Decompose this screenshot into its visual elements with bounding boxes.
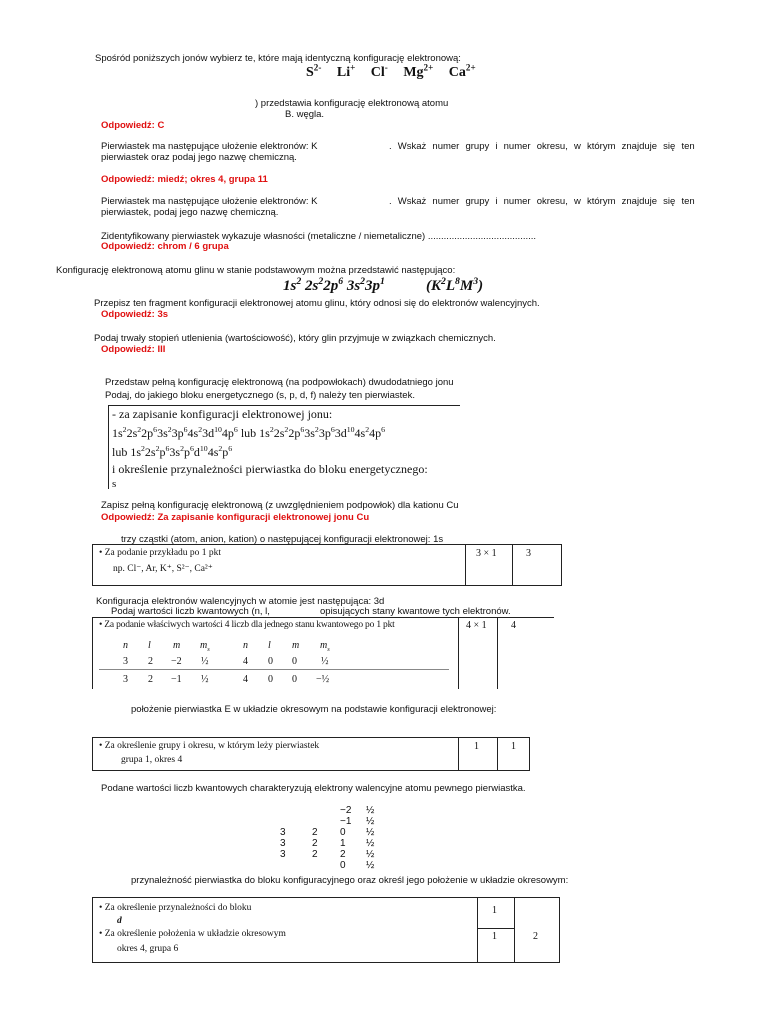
q11-value: 3: [280, 827, 286, 838]
q10-row2: grupa 1, okres 4: [121, 755, 183, 765]
q11-total: 2: [533, 931, 538, 942]
q8-col-divider-1: [465, 544, 466, 585]
q11-value: 2: [312, 827, 318, 838]
q9-r2-ms1: ½: [201, 674, 209, 685]
q3-line2: pierwiastek oraz podaj jego nazwę chemiczną.: [101, 152, 297, 163]
q6-line2: Podaj, do jakiego bloku energetycznego (s, p, d, f) należy ten pierwiastek.: [105, 390, 415, 401]
q9-table-top: [92, 617, 554, 618]
q11-line2: przynależność pierwiastka do bloku konfiguracyjnego oraz określ jego położenie w układzie okresowym:: [131, 875, 569, 886]
q11-value: 2: [312, 849, 318, 860]
q9-r2-l2: 0: [268, 674, 273, 685]
ion-4: $Mg^{2+}$: [403, 62, 434, 80]
ions-list: [306, 62, 476, 81]
q5-question1: Przepisz ten fragment konfiguracji elektronowej atomu glinu, który odnosi się do elektronów walencyjnych.: [94, 298, 540, 309]
q6-box-line5: s: [112, 478, 117, 490]
q9-r1-n2: 4: [243, 656, 248, 667]
q11-value: 0: [340, 827, 346, 838]
q10-points: 1: [474, 741, 479, 752]
q8-line1: trzy cząstki (atom, anion, kation) o następującej konfiguracji elektronowej: 1s: [121, 534, 444, 545]
q9-total: 4: [511, 620, 516, 631]
q4-line3: Zidentyfikowany pierwiastek wykazuje własności (metaliczne / niemetaliczne) .........................................: [101, 231, 537, 242]
q8-row2: np. Cl⁻, Ar, K⁺, S²⁻, Ca²⁺: [113, 564, 213, 574]
q9-line1: Konfiguracja elektronów walencyjnych w atomie jest następująca: 3d: [96, 596, 385, 607]
q11-value: −1: [340, 816, 352, 827]
q11-value: 3: [280, 849, 286, 860]
q9-col-divider-1: [458, 617, 459, 689]
q8-points: 3 × 1: [476, 548, 497, 559]
q11-col-divider-1: [477, 897, 478, 962]
q11-value: ½: [366, 860, 375, 871]
aluminium-configuration: $1s^2$ $2s^22p^6$ $3s^23p^1$: [283, 276, 385, 294]
q7-line1: Zapisz pełną konfigurację elektronową (z uwzględnieniem podpowłok) dla kationu Cu: [101, 500, 459, 511]
q9-line2-left: Podaj wartości liczb kwantowych (n, l,: [111, 606, 270, 617]
q11-value: ½: [366, 805, 375, 816]
q9-row1: • Za podanie właściwych wartości 4 liczb dla jednego stanu kwantowego po 1 pkt: [99, 620, 395, 630]
ion-2: Li+: [336, 62, 356, 80]
q7-answer: Odpowiedź: Za zapisanie konfiguracji elektronowej jonu Cu: [101, 512, 370, 523]
q4-line1-left: Pierwiastek ma następujące ułożenie elektronów: K: [101, 196, 318, 207]
q9-points: 4 × 1: [466, 620, 487, 631]
q9-line2-right: opisujących stany kwantowe tych elektronów.: [320, 606, 511, 617]
q9-header-l2: l: [268, 640, 271, 651]
q9-r1-m1: −2: [171, 656, 182, 667]
q9-header-n2: n: [243, 640, 248, 651]
q9-r2-n1: 3: [123, 674, 128, 685]
q10-row1: • Za określenie grupy i okresu, w którym leży pierwiastek: [99, 741, 320, 751]
q9-header-m1: m: [173, 640, 181, 651]
q8-col-divider-2: [512, 544, 513, 585]
q6-box-line2: $1s^22s^22p^63s^23p^64s^23d^{10}4p^6$ lub $1s^22s^22p^63s^23p^63d^{10}4s^24p^6$: [112, 425, 385, 440]
q11-points-1: 1: [492, 905, 497, 916]
q6-box-top: [108, 405, 460, 406]
q6-box-line3: lub $1s^22s^2p^63s^2p^6d^{10}4s^2p^6$: [112, 444, 233, 459]
q9-header-n1: n: [123, 640, 128, 651]
q10-col-divider-1: [458, 737, 459, 770]
q9-r2-m2: 0: [292, 674, 297, 685]
q2-line2: B. węgla.: [285, 109, 325, 120]
q11-value: ½: [366, 827, 375, 838]
q9-r2-l1: 2: [148, 674, 153, 685]
q9-r1-l2: 0: [268, 656, 273, 667]
q6-box-left: [108, 405, 109, 489]
aluminium-shell-notation: $(K^2L^8M^3)$: [426, 276, 484, 294]
q2-line1: ) przedstawia konfigurację elektronową atomu: [255, 98, 449, 109]
q11-row4: okres 4, grupa 6: [117, 944, 179, 954]
q6-box-line4: i określenie przynależności pierwiastka do bloku energetycznego:: [112, 462, 428, 476]
q3-line1-right: . Wskaż numer grupy i numer okresu, w którym znajduje się ten: [389, 141, 695, 152]
q9-r2-n2: 4: [243, 674, 248, 685]
q9-r1-l1: 2: [148, 656, 153, 667]
q11-row2: d: [117, 916, 122, 926]
q11-col-divider-2: [514, 897, 515, 962]
q11-line1: Podane wartości liczb kwantowych charakteryzują elektrony walencyjne atomu pewnego pierwiastka.: [101, 783, 526, 794]
q9-r1-ms1: ½: [201, 656, 209, 667]
q8-row1: • Za podanie przykładu po 1 pkt: [99, 548, 222, 558]
q9-table-left: [92, 617, 93, 689]
ion-1: $S^{2-}$: [306, 62, 322, 80]
q6-box-line1: - za zapisanie konfiguracji elektronowej jonu:: [112, 407, 333, 421]
q11-value: ½: [366, 849, 375, 860]
q9-col-divider-2: [497, 617, 498, 689]
q1-text: Spośród poniższych jonów wybierz te, które mają identyczną konfigurację elektronową:: [95, 53, 461, 64]
q11-value: ½: [366, 816, 375, 827]
q6-line1: Przedstaw pełną konfigurację elektronową (na podpowłokach) dwudodatniego jonu: [105, 377, 454, 388]
q4-answer: Odpowiedź: chrom / 6 grupa: [101, 241, 229, 252]
q9-header-ms1: $m_s$: [200, 640, 210, 653]
q3-line1-left: Pierwiastek ma następujące ułożenie elektronów: K: [101, 141, 318, 152]
q11-row3: • Za określenie położenia w układzie okresowym: [99, 929, 286, 939]
ion-3: Cl-: [370, 62, 388, 80]
q10-total: 1: [511, 741, 516, 752]
q9-r2-m1: −1: [171, 674, 182, 685]
q5-intro: Konfigurację elektronową atomu glinu w stanie podstawowym można przedstawić następująco:: [56, 265, 456, 276]
q11-value: 1: [340, 838, 346, 849]
q3-answer: Odpowiedź: miedź; okres 4, grupa 11: [101, 174, 268, 185]
q11-row-divider: [477, 928, 514, 929]
q4-line1-right: . Wskaż numer grupy i numer okresu, w którym znajduje się ten: [389, 196, 695, 207]
q11-row1: • Za określenie przynależności do bloku: [99, 903, 252, 913]
q4-line2: pierwiastek, podaj jego nazwę chemiczną.: [101, 207, 279, 218]
q11-value: 2: [312, 838, 318, 849]
q11-value: 0: [340, 860, 346, 871]
q5-question2: Podaj trwały stopień utlenienia (wartościowość), który glin przyjmuje w związkach chemicznych.: [94, 333, 496, 344]
ion-5: $Ca^{2+}$: [448, 62, 476, 80]
q9-row-divider: [99, 669, 449, 670]
q9-r2-ms2: −½: [316, 674, 330, 685]
q11-points-2: 1: [492, 931, 497, 942]
q8-total: 3: [526, 548, 531, 559]
q9-header-ms2: $m_s$: [320, 640, 330, 653]
q2-answer: Odpowiedź: C: [101, 120, 165, 131]
q10-col-divider-2: [497, 737, 498, 770]
q10-line1: położenie pierwiastka E w układzie okresowym na podstawie konfiguracji elektronowej:: [131, 704, 497, 715]
q11-value: ½: [366, 838, 375, 849]
q11-value: 2: [340, 849, 346, 860]
q5-answer2: Odpowiedź: III: [101, 344, 166, 355]
q9-r1-ms2: ½: [321, 656, 329, 667]
q9-header-l1: l: [148, 640, 151, 651]
q11-value: −2: [340, 805, 352, 816]
q9-r1-n1: 3: [123, 656, 128, 667]
q11-value: 3: [280, 838, 286, 849]
q5-answer1: Odpowiedź: 3s: [101, 309, 169, 320]
q9-r1-m2: 0: [292, 656, 297, 667]
q9-header-m2: m: [292, 640, 300, 651]
